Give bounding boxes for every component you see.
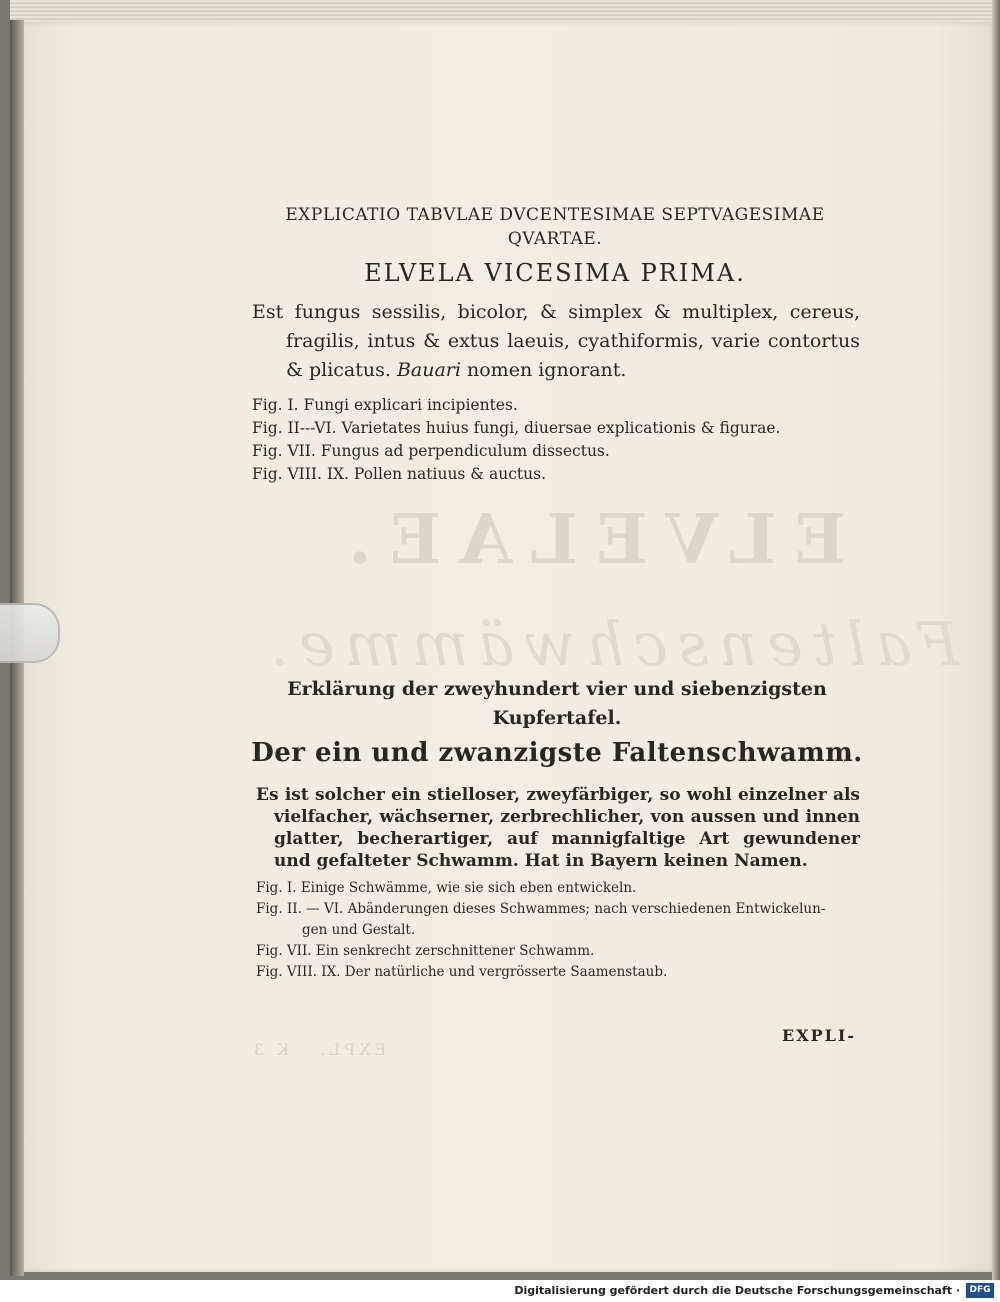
latin-desc-main: Est fungus sessilis, bicolor, & simplex & multiplex, cereus, fragilis, intus & extus laeuis, cyathiformis, varie contortus & plicatus. bbox=[252, 301, 860, 381]
footer-credit: Digitalisierung gefördert durch die Deutsche Forschungsgemeinschaft · bbox=[514, 1284, 960, 1297]
german-figure-item: Fig. VII. Ein senkrecht zerschnittener Schwamm. bbox=[256, 943, 595, 959]
latin-heading bbox=[244, 203, 866, 251]
footer-bar bbox=[0, 1280, 1000, 1302]
latin-desc-end: nomen ignorant. bbox=[460, 359, 627, 381]
latin-desc-italic: Bauari bbox=[396, 359, 461, 381]
page-marker-tab bbox=[0, 603, 60, 663]
german-heading-line2: Kupfertafel. bbox=[492, 707, 622, 729]
german-figure-item-continued: gen und Gestalt. bbox=[302, 922, 416, 938]
latin-figure-item: Fig. VIII. IX. Pollen natiuus & auctus. bbox=[252, 465, 547, 483]
german-figure-list bbox=[256, 878, 860, 983]
german-figure-item: Fig. VIII. IX. Der natürliche und vergrösserte Saamenstaub. bbox=[256, 964, 668, 980]
latin-figure-item: Fig. VII. Fungus ad perpendiculum dissectus. bbox=[252, 442, 610, 460]
german-figure-item: Fig. I. Einige Schwämme, wie sie sich eben entwickeln. bbox=[256, 880, 637, 896]
german-description: Es ist solcher ein stielloser, zweyfärbiger, so wohl einzelner als vielfacher, wächserner, zerbrechlicher, von aussen und innen glatter, becherartiger, auf mannigfaltige Art gewundener und gefalteter Schwamm. Hat in Bayern keinen Namen. bbox=[256, 785, 860, 871]
latin-figure-item: Fig. I. Fungi explicari incipientes. bbox=[252, 396, 518, 414]
catchword: EXPLI- bbox=[782, 1026, 857, 1045]
latin-figure-list bbox=[252, 394, 872, 486]
latin-title: ELVELA VICESIMA PRIMA. bbox=[364, 259, 746, 287]
latin-heading-line2: QVARTAE. bbox=[507, 229, 603, 249]
german-figure-item: Fig. II. — VI. Abänderungen dieses Schwammes; nach verschiedenen Entwickelun- bbox=[256, 901, 826, 917]
bleed-through-text: EXPL. K 3 bbox=[250, 1040, 387, 1059]
german-title: Der ein und zwanzigste Faltenschwamm. bbox=[251, 738, 863, 768]
bleed-through-text: Faltenschwämme. bbox=[260, 610, 960, 680]
latin-description bbox=[252, 298, 860, 385]
bleed-through-text: ELVELAE. bbox=[330, 500, 847, 580]
page-right-edge bbox=[992, 0, 1000, 1280]
dfg-logo-icon[interactable]: DFG bbox=[966, 1283, 994, 1298]
latin-figure-item: Fig. II---VI. Varietates huius fungi, diuersae explicationis & figurae. bbox=[252, 419, 781, 437]
german-heading bbox=[240, 675, 874, 733]
latin-heading-line1: EXPLICATIO TABVLAE DVCENTESIMAE SEPTVAGESIMAE bbox=[285, 205, 825, 225]
german-heading-line1: Erklärung der zweyhundert vier und siebenzigsten bbox=[287, 678, 827, 700]
